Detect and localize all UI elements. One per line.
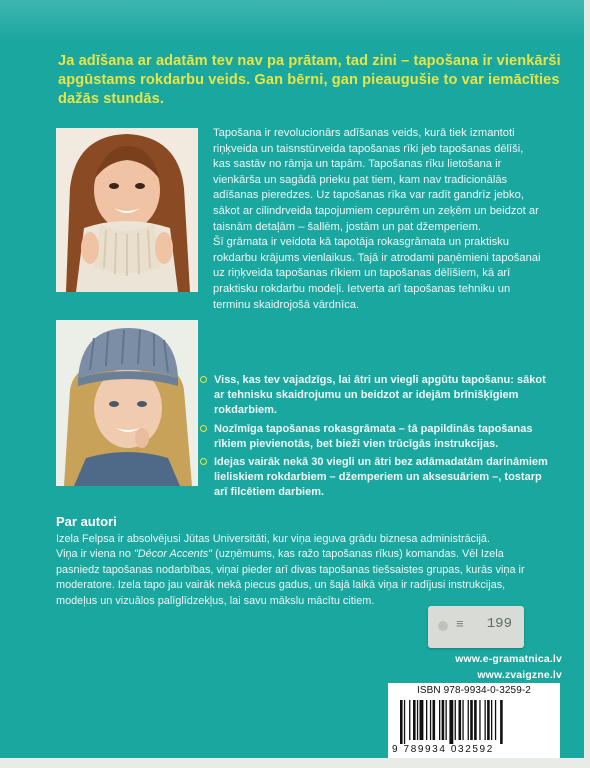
bullet-circle-icon: [200, 425, 207, 432]
barcode-bar: [487, 700, 490, 740]
website-link[interactable]: www.e-gramatnica.lv: [455, 654, 562, 665]
price-sticker: [428, 606, 524, 648]
sticker-mark: ≡: [456, 616, 464, 631]
barcode-bar: [474, 700, 477, 740]
cover-edge: [584, 0, 590, 768]
list-item: [200, 373, 550, 419]
description-paragraph: Šī grāmata ir veidota kā tapotāja rokasgrāmata un praktisku rokdarbu krājums vienlaikus. Tajā ir atrodami paņēmieni tapošanai uz riņķveida tapošanas rīkiem un tapošanas dēlīšiem, kā arī praktisku rokdarbu modeļi. Ietverta arī tapošanas tehniku un terminu skaidrojošā vārdnīca.: [213, 236, 541, 311]
barcode-bar: [426, 700, 427, 740]
barcode-bar: [449, 700, 453, 744]
list-item: [200, 422, 550, 452]
bullet-text: Idejas vairāk nekā 30 viegli un ātri bez adāmadatām darināmiem lieliskiem rokdarbiem – džemperiem un aksesuāriem –, tostarp arī filcētiem darbiem.: [214, 456, 548, 499]
barcode-bar: [420, 700, 424, 740]
barcode-bar: [468, 700, 469, 740]
barcode-bar: [500, 700, 503, 744]
ean-digits: 9 789934 032592: [392, 744, 494, 755]
barcode-bar: [470, 700, 473, 740]
girl-hat-illustration: [56, 320, 198, 486]
barcode-bar: [430, 700, 431, 740]
about-paragraph: [56, 547, 542, 609]
description-paragraph: Tapošana ir revolucionārs adīšanas veids, kurā tiek izmantoti riņķveida un taisnstūrveida tapošanas rīki jeb tapošanas dēlīši, kas sastāv no rāmja un tapām. Tapošanas rīku lietošana ir vienkārša un sagādā prieku pat tiem, kam nav tradicionālās adīšanas pieredzes. Uz tapošanas rīka var radīt gandrīz jebko, sākot ar cilindrveida tapojumiem cepurēm un zeķēm un beidzot ar taisnām detaļām – šallēm, jostām un pat džemperiem.: [213, 127, 539, 233]
lead-text: Ja adīšana ar adatām tev nav pa prātam, tad zini – tapošana ir vienkārši apgūstams rokdarbu veids. Gan bērni, gan pieaugušie to var iemācīties dažās stundās.: [58, 53, 561, 107]
about-text-part: Viņa ir viena no: [56, 548, 134, 561]
barcode-bar: [404, 700, 405, 744]
feature-list: [200, 373, 550, 504]
list-item: [200, 455, 550, 501]
photo-girl-hat: [56, 320, 198, 486]
barcode-panel: [388, 683, 560, 759]
sticker-hole-icon: [438, 621, 448, 631]
bullet-circle-icon: [200, 376, 207, 383]
about-text-part: (uzņēmums, kas ražo tapošanas rīkus) komandas. Vēl Izela pasniedz tapošanas nodarbības, viņai pieder arī divas tapošanas tiešsaistes grupas, kurās viņa ir moderatore. Izela tapo jau vairāk nekā piecus gadus, un šajā laikā viņa ir radījusi instrukcijas, modeļus un vizuālos palīglīdzekļus, lai savu mākslu mācītu citiem.: [56, 548, 525, 607]
barcode-bar: [439, 700, 440, 740]
barcode-bar: [459, 700, 462, 740]
barcode-bar: [479, 700, 480, 740]
barcode-bar: [446, 700, 447, 740]
bullet-text: Nozīmīga tapošanas rokasgrāmata – tā papildinās tapošanas rīkiem pievienotās, bet bieži vien trūcīgās instrukcijas.: [214, 422, 533, 450]
websites: [455, 652, 562, 684]
barcode-icon: [400, 700, 550, 744]
description-text: [213, 126, 543, 313]
barcode-bar: [417, 700, 418, 740]
isbn-label: ISBN 978-9934-0-3259-2: [417, 685, 531, 696]
about-line: Izela Felpsa ir absolvējusi Jūtas Universitāti, kur viņa ieguva grādu biznesa administrācijā.: [56, 533, 491, 545]
about-author-text: [56, 532, 542, 609]
bullet-circle-icon: [200, 458, 207, 465]
website-link[interactable]: www.zvaigzne.lv: [477, 670, 562, 681]
barcode-bar: [413, 700, 416, 740]
barcode-bar: [462, 700, 463, 740]
photo-woman-scarf: [56, 128, 198, 292]
barcode-bar: [400, 700, 403, 744]
barcode-bar: [455, 700, 456, 740]
company-name: "Décor Accents": [133, 548, 213, 561]
cover-bottom-edge: [0, 758, 590, 768]
price-value: 199: [486, 616, 512, 632]
barcode-bar: [409, 700, 410, 740]
barcode-bar: [433, 700, 436, 740]
barcode-bar: [442, 700, 445, 740]
barcode-bar: [485, 700, 486, 740]
woman-scarf-illustration: [56, 128, 198, 292]
barcode-bar: [495, 700, 496, 740]
barcode-bar: [491, 700, 492, 740]
about-author-heading: Par autori: [56, 514, 117, 529]
bullet-text: Viss, kas tev vajadzīgs, lai ātri un viegli apgūtu tapošanu: sākot ar tehnisku skaidrojumu un beidzot ar idejām brīnišķīgiem rokdarbiem.: [214, 374, 546, 417]
